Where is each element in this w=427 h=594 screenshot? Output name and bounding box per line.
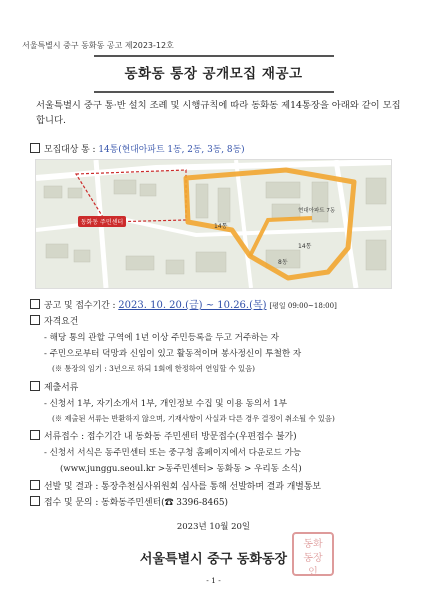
intro-text: 서울특별시 중구 통·반 설치 조례 및 시행규칙에 따라 동화동 제14통장을 아래와 같이 모집합니다. bbox=[36, 100, 401, 126]
period-row bbox=[30, 296, 337, 311]
qualification-label: 자격요건 bbox=[44, 317, 79, 327]
footer-date: 2023년 10월 20일 bbox=[176, 522, 251, 532]
documents-item: - 신청서 1부, 자기소개서 1부, 개인정보 수집 및 이용 동의서 1부 bbox=[44, 399, 288, 409]
page-number: - 1 - bbox=[206, 576, 221, 585]
footer-org: 서울특별시 중구 동화동장 bbox=[139, 552, 288, 567]
period-hours: [평일 09:00~18:00] bbox=[269, 302, 337, 310]
checkbox-icon bbox=[30, 430, 40, 440]
location-map bbox=[35, 159, 392, 289]
checkbox-icon bbox=[30, 299, 40, 309]
notice-number: 서울특별시 중구 동화동 공고 제2023-12호 bbox=[22, 41, 174, 50]
submission-label: 서류접수 : 접수기간 내 동화동 주민센터 방문접수(우편접수 불가) bbox=[44, 432, 297, 442]
map-svg bbox=[36, 160, 391, 288]
qualification-item: - 해당 통의 관할 구역에 1년 이상 주민등록을 두고 거주하는 자 bbox=[44, 333, 279, 343]
recruit-target-value: 14통(현대아파트 1동, 2동, 3동, 8동) bbox=[98, 145, 245, 155]
document-title: 동화동 통장 공개모집 재공고 bbox=[124, 66, 303, 82]
official-seal: 동화 동장 인 bbox=[292, 532, 334, 576]
checkbox-icon bbox=[30, 315, 40, 325]
qualification-header bbox=[30, 314, 78, 327]
contact-row bbox=[30, 495, 228, 508]
submission-row bbox=[30, 429, 297, 442]
documents-note: (※ 제출된 서류는 반환하지 않으며, 기재사항이 사실과 다른 경우 결정이 취소될 수 있음) bbox=[52, 414, 335, 423]
checkbox-icon bbox=[30, 496, 40, 506]
map-label-14b: 14통 bbox=[298, 243, 312, 250]
map-label-apt: 현대아파트 7동 bbox=[298, 208, 336, 214]
recruit-target-label: 모집대상 통 : bbox=[44, 145, 99, 155]
documents-label: 제출서류 bbox=[44, 383, 79, 393]
submission-item: - 신청서 서식은 동주민센터 또는 중구청 홈페이지에서 다운로드 가능 bbox=[44, 448, 302, 458]
selection-row bbox=[30, 479, 321, 492]
map-label-8dong: 8동 bbox=[278, 259, 288, 266]
submission-url: (www.junggu.seoul.kr >동주민센터> 동화동 > 우리동 소식) bbox=[60, 464, 302, 474]
checkbox-icon bbox=[30, 381, 40, 391]
checkbox-icon bbox=[30, 143, 40, 153]
checkbox-icon bbox=[30, 480, 40, 490]
documents-header bbox=[30, 380, 78, 393]
recruit-target-row bbox=[30, 142, 245, 155]
qualification-note: (※ 통장의 임기 : 3년으로 하되 1회에 한정하여 연임할 수 있음) bbox=[52, 364, 256, 373]
selection-text: 선발 및 결과 : 통장추천심사위원회 심사를 통해 선발하며 결과 개별통보 bbox=[44, 482, 322, 492]
qualification-item: - 주민으로부터 덕망과 신임이 있고 활동적이며 봉사정신이 투철한 자 bbox=[44, 349, 302, 359]
period-label: 공고 및 접수기간 : bbox=[44, 301, 119, 311]
map-label-center: 동화동 주민센터 bbox=[80, 219, 124, 226]
map-label-14: 14통 bbox=[214, 223, 228, 230]
period-value: 2023. 10. 20.(금) ~ 10.26.(목) bbox=[118, 300, 267, 311]
contact-text: 접수 및 문의 : 동화동주민센터(☎ 3396-8465) bbox=[44, 498, 228, 508]
